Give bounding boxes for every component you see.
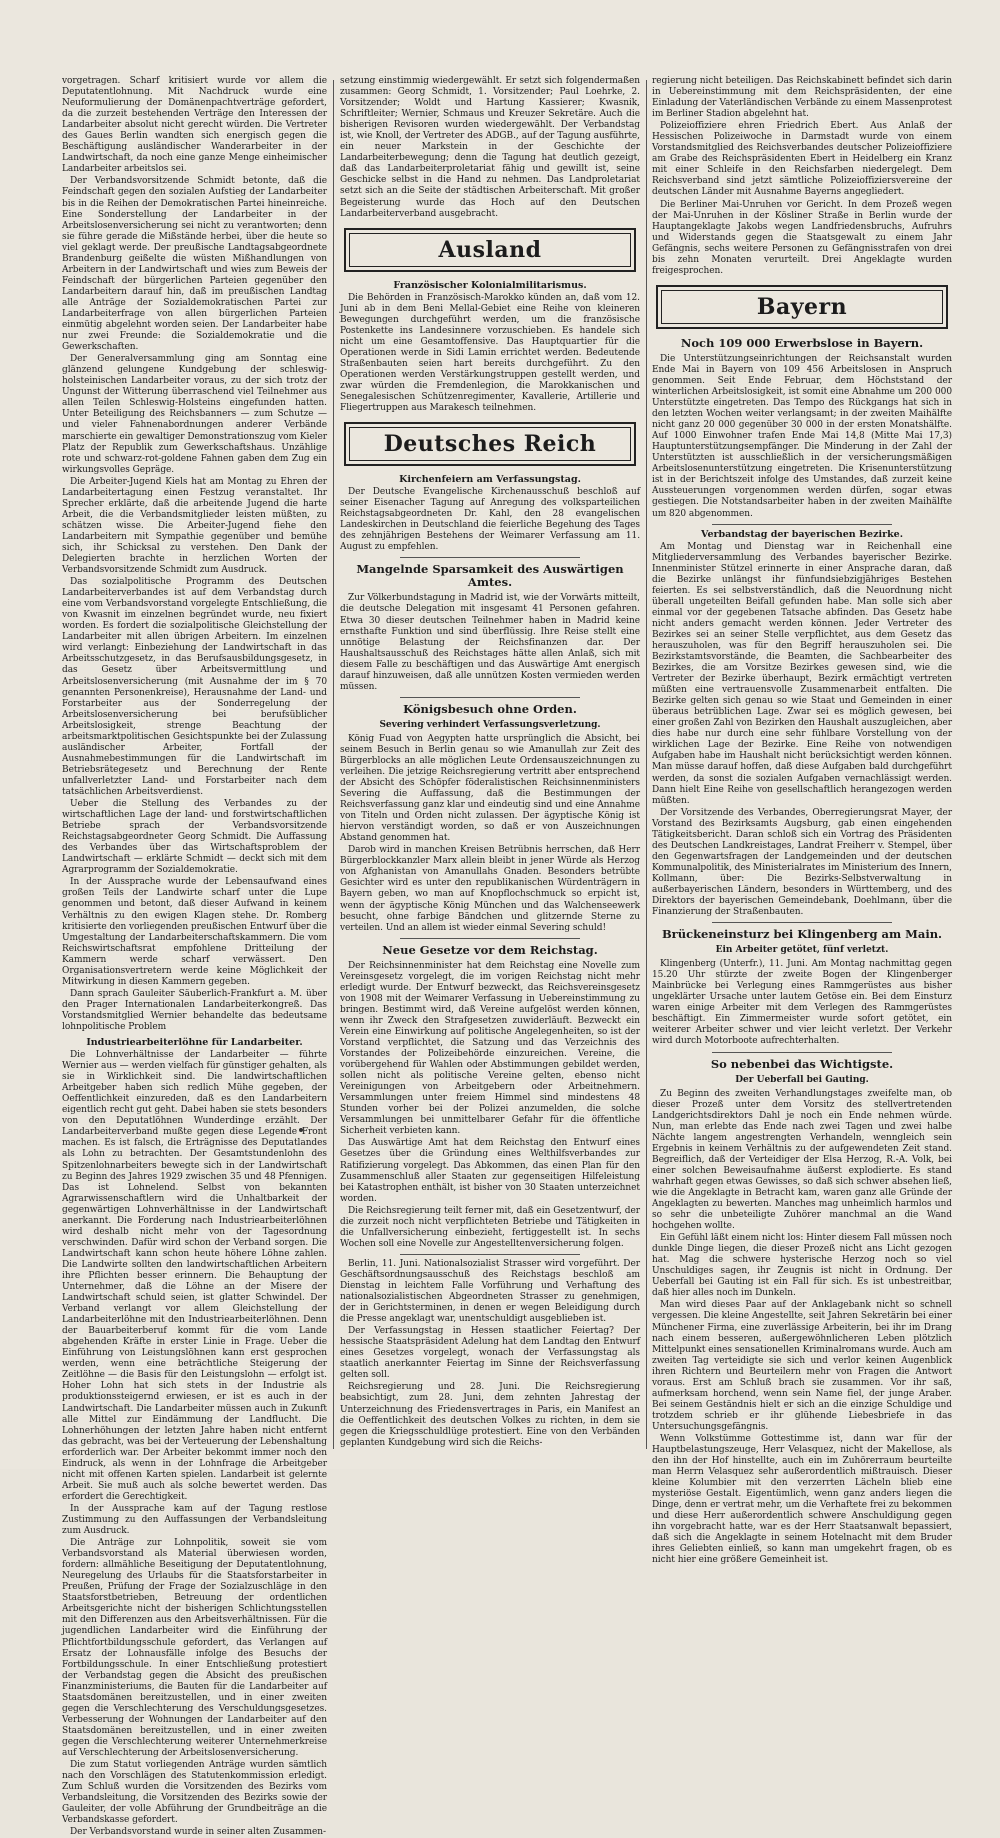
article-paragraph: Dann sprach Gauleiter Säuberlich-Frankfurt a. M. über den Prager Internationalen Landarbeiterkongreß. Das Vorstandsmitglied Wernier behandelte das bedeutsame lohnpolitische Problem — [62, 988, 327, 1032]
article-paragraph: Der Reichsinnenminister hat dem Reichstag eine Novelle zum Vereinsgesetz vorgelegt, die im vorigen Reichstag nicht mehr erledigt wurde. Der Entwurf bezweckt, das Reichsvereinsgesetz von 1908 mit der Weimarer Verfassung in Uebereinstimmung zu bringen. Bestimmt wird, daß Vereine aufgelöst werden können, wenn ihr Zweck den Strafgesetzen zuwiderläuft. Bezweckt ein Verein eine Einwirkung auf politische Angelegenheiten, so ist der Vorstand verpflichtet, die Satzung und das Verzeichnis des Vorstandes der Polizeibehörde einzureichen. Vereine, die vorübergehend für Wahlen oder Abstimmungen gebildet werden, sollen nicht als politische Vereine gelten, ebenso nicht Vereinigungen von Arbeitgebern oder Arbeitnehmern. Versammlungen unter freiem Himmel sind mindestens 48 Stunden vorher bei der Polizei anzumelden, die solche Versammlungen bei unmittelbarer Gefahr für die öffentliche Sicherheit verbieten kann. — [340, 960, 640, 1137]
article-paragraph: regierung nicht beteiligen. Das Reichskabinett befindet sich darin in Uebereinstimmung mit dem Reichspräsidenten, der eine Einladung der Vaterländischen Verbände zu einem Massenprotest im Berliner Stadion abgelehnt hat. — [652, 76, 952, 120]
divider — [400, 557, 580, 558]
article-paragraph: Die Reichsregierung teilt ferner mit, daß ein Gesetzentwurf, der die zurzeit noch nicht verpflichteten Betriebe und Tätigkeiten in die Unfallversicherung einbezieht, fertiggestellt ist. In sechs Wochen soll eine Novelle zur Angestelltenversicherung folgen. — [340, 1205, 640, 1249]
article-paragraph: Wenn Volkstümme Gottestimme ist, dann war für der Hauptbelastungszeuge, Herr Velasquez, nicht der Makellose, als den ihn der Hof hinstellte, auch ein im Zuhörerraum beurteilte man Herrn Velasquez sehr außerordentlich mißtrauisch. Dieser kleine Kolumbier mit den verzerrten Lächeln blieb eine mysteriöse Gestalt. Eigentümlich, wenn ganz anders liegen die Dinge, denn er vertrat mehr, um die Verhaftete frei zu bekommen und diese Herr außerordentlich schwere Anschuldigung gegen ihn vorgebracht hatte, war es der Herr Staatsanwalt bepassiert, daß sich die Angeklagte in seinem Hotelnacht mit dem Bruder ihres Geliebten einließ, so kann man umgekehrt fragen, ob es nicht hier eine größere Gemeinheit ist. — [652, 1433, 952, 1566]
article-paragraph: In der Aussprache wurde der Lebensaufwand eines großen Teils der Landwirte scharf unter die Lupe genommen und betont, daß dieser Aufwand in keinem Verhältnis zu den ewigen Klagen stehe. Dr. Romberg kritisierte den vorliegenden preußischen Entwurf über die Umgestaltung der Landarbeiterschaftskammern. Die vom Reichswirtschaftsrat empfohlene Dritteilung der Kammern werde scharf verwässert. Den Organisationsvertretern werde keine Möglichkeit der Mitwirkung in diesen Kammern gegeben. — [62, 877, 327, 987]
article-headline: Brückeneinsturz bei Klingenberg am Main. — [661, 927, 943, 942]
news-brief: Reichsregierung und 28. Juni. Die Reichsregierung beabsichtigt, zum 28. Juni, dem zehnten Jahrestag der Unterzeichnung des Friedensvertrages in Paris, ein Manifest an die Oeffentlichkeit des deutschen Volkes zu richten, in dem sie gegen die Kriegsschuldlüge protestiert. Eine von den Verbänden geplanten Kundgebung wird sich die Reichs- — [340, 1382, 640, 1448]
article-paragraph: Ein Gefühl läßt einem nicht los: Hinter diesem Fall müssen noch dunkle Dinge liegen, die dieser Prozeß nicht ans Licht gezogen hat. Mag die schwere hysterische Herzog noch so viel Unschuldiges sagen, ihr Zeugnis ist nicht in Ordnung. Der Ueberfall bei Gauting ist ein Fall für sich. Es ist unbestreitbar, daß hier alles noch im Dunkeln. — [652, 1233, 952, 1299]
article-subheadline: Severing verhindert Verfassungsverletzung. — [379, 719, 601, 730]
section-banner-title: Deutsches Reich — [349, 427, 631, 461]
news-brief: Die Berliner Mai-Unruhen vor Gericht. In dem Prozeß wegen der Mai-Unruhen in der Kösliner Straße in Berlin wurde der Hauptangeklagte Jakobs wegen Landfriedensbruchs, Aufruhrs und Widerstands gegen die Staatsgewalt zu einem Jahr Gefängnis, sechs weitere Personen zu Gefängnisstrafen von drei bis zehn Monaten verurteilt. Drei Angeklagte wurden freigesprochen. — [652, 199, 952, 276]
article-headline: Französischer Kolonialmilitarismus. — [393, 279, 587, 291]
article-headline: Noch 109 000 Erwerbslose in Bayern. — [680, 335, 924, 350]
article-paragraph: Der Verbandsvorstand wurde in seiner alten Zusammen- — [70, 1827, 327, 1838]
column-middle — [340, 76, 640, 1456]
article-headline: Königsbesuch ohne Orden. — [403, 701, 577, 716]
article-paragraph: Die Unterstützungseinrichtungen der Reichsanstalt wurden Ende Mai in Bayern von 109 456 Arbeitslosen in Anspruch genommen. Seit Ende Februar, dem Höchststand der winterlichen Arbeitslosigkeit, ist somit eine Abnahme um 200 000 Unterstützte eingetreten. Das Tempo des Rückgangs hat sich in den letzten Wochen weiter verlangsamt; in der zweiten Maihälfte nicht ganz 20 000 gegenüber 30 000 in der ersten Monatshälfte. Auf 1000 Einwohner trafen Ende Mai 14,8 (Mitte Mai 17,3) Hauptunterstützungsempfänger. Die Minderung in der Zahl der Unterstützten ist ausschließlich in der versicherungsmäßigen Arbeitslosenunterstützung eingetreten. Die Krisenunterstützung ist in der Berichtszeit infolge des Umstandes, daß zurzeit keine Aussteuerungen vorgenommen werden dürfen, sogar etwas gestiegen. Die Notstandsarbeiter haben in der zweiten Maihälfte um 820 abgenommen. — [652, 353, 952, 519]
section-banner-title: Bayern — [661, 290, 943, 324]
section-banner-bayern — [656, 285, 948, 329]
news-brief: Berlin, 11. Juni. Nationalsozialist Strasser wird vorgeführt. Der Geschäftsordnungsausschuß des Reichstags beschloß am Dienstag in leichtem Falle Vorführung und Verhaftung des nationalsozialistischen Abgeordneten Strasser zu genehmigen, der in Gerichtsterminen, in denen er wegen Beleidigung durch die Presse angeklagt war, unentschuldigt ausgeblieben ist. — [340, 1258, 640, 1325]
divider — [712, 922, 892, 923]
article-paragraph: Das sozialpolitische Programm des Deutschen Landarbeiterverbandes ist auf dem Verbandstag durch eine vom Verbandsvorstand vorgelegte Entschließung, die von Kwasnit im einzelnen begründet wurde, neu fixiert worden. Es fordert die sozialpolitische Gleichstellung der Landarbeiter mit allen übrigen Arbeitern. Im einzelnen wird verlangt: Einbeziehung der Landwirtschaft in das Arbeitsschutzgesetz, in das Berufsausbildungsgesetz, in das Gesetz über Arbeitsvermittlung und Arbeitslosenversicherung (mit Ausnahme der im § 70 genannten Personenkreise), Herausnahme der Land- und Forstarbeiter aus der Sonderregelung der Arbeitslosenversicherung bei berufsüblicher Arbeitslosigkeit, strenge Beachtung der arbeitsmarktpolitischen Gesichtspunkte bei der Zulassung ausländischer Arbeiter, Fortfall der Ausnahmebestimmungen für die Landwirtschaft im Betriebsrätegesetz und Berechnung der Rente unfallverletzter Land- und Forstarbeiter nach dem tatsächlichen Arbeitsverdienst. — [62, 577, 327, 797]
section-banner-ausland — [344, 228, 636, 272]
divider — [712, 1052, 892, 1053]
article-paragraph: Der Generalversammlung ging am Sonntag eine glänzend gelungene Kundgebung der schleswig-holsteinischen Landarbeiter voraus, zu der sich trotz der Ungunst der Witterung überraschend viel Teilnehmer aus allen Teilen Schleswig-Holsteins eingefunden hatten. Unter Beteiligung des Reichsbanners — zum Schutze — und vieler Fahnenabordnungen anderer Verbände marschierte ein gewaltiger Demonstrationszug vom Kieler Platz der Republik zum Gewerkschaftshaus. Unzählige rote und schwarz-rot-goldene Fahnen gaben dem Zug ein wirkungsvolles Gepräge. — [62, 354, 327, 475]
article-headline: So nebenbei das Wichtigste. — [710, 1056, 894, 1071]
article-paragraph: Der Deutsche Evangelische Kirchenausschuß beschloß auf seiner Eisenacher Tagung auf Anregung des volksparteilichen Reichstagsabgeordneten Dr. Kahl, den 28 evangelischen Landeskirchen in Deutschland die feierliche Begehung des Tages des zehnjährigen Bestehens der Weimarer Verfassung am 11. August zu empfehlen. — [340, 487, 640, 553]
article-headline: Neue Gesetze vor dem Reichstag. — [382, 942, 598, 957]
article-headline: Kirchenfeiern am Verfassungstag. — [399, 474, 581, 486]
article-subheadline: Ein Arbeiter getötet, fünf verletzt. — [715, 945, 889, 956]
article-paragraph: Am Montag und Dienstag war in Reichenhall eine Mitgliederversammlung des Verbandes bayerischer Bezirke. Innenminister Stützel erinnerte in einer Ansprache daran, daß die Bezirke unlängst ihr fünfundsiebzigjähriges Bestehen feierten. Es sei selbstverständlich, daß die Neuordnung nicht überall ungeteilten Beifall gefunden habe. Man solle sich aber einmal vor der gegebenen Tatsache abfinden. Das Gesetz habe nicht anders gemacht werden können. Jeder Vertreter des Bezirkes sei an seiner Stelle verpflichtet, aus dem Gesetz das herauszuholen, was für den Begriff herauszuholen sei. Die Bezirkstamtsvorstände, die Beamten, die Sachbearbeiter des Bezirkes, die am Vorsitze Bezirkes gewesen sind, wie die Vertreter der Bezirke überhaupt, Bezirk ermächtigt vertreten müßten eine vertrauensvolle Zusammenarbeit entfalten. Die Bezirke gelten sich genau so wie Staat und Gemeinden in einer überaus betrüblichen Lage. Zwar sei es möglich gewesen, bei einer großen Zahl von Bezirken den Haushalt auszugleichen, aber dies habe nur durch eine sehr fühlbare Vorstellung von der wirklichen Lage der Bezirke. Eine Reihe von notwendigen Aufgaben habe im Haushalt nicht berücksichtigt werden können. Man müsse darauf hoffen, daß diese Aufgaben bald durchgeführt werden, da sonst die sozialen Aufgaben vernachlässigt werden. Dann hielt Eine Reihe von gesellschaftlich herangezogen werden müßten. — [652, 541, 952, 806]
section-heading: Industriearbeiterlöhne für Landarbeiter. — [86, 1037, 303, 1049]
article-paragraph: Die zum Statut vorliegenden Anträge wurden sämtlich nach den Vorschlägen des Statutenkommission erledigt. Zum Schluß wurden die Vorsitzenden des Bezirks vom Verbandsleitung, die Vorsitzenden des Bezirks sowie der Gauleiter, der volle Abführung der Grundbeiträge an die Verbandskasse gefordert. — [62, 1760, 327, 1826]
article-paragraph: Zur Völkerbundstagung in Madrid ist, wie der Vorwärts mitteilt, die deutsche Delegation mit insgesamt 41 Personen gefahren. Etwa 30 dieser deutschen Teilnehmer haben in Madrid keine ernsthafte Funktion und sind überflüssig. Ihre Reise stellt eine unnötige Belastung der Reichsfinanzen dar. Der Haushaltsausschuß des Reichstages hätte allen Anlaß, sich mit diesem Falle zu beschäftigen und das Auswärtige Amt energisch darauf hinzuweisen, daß alle unnützen Kosten vermieden werden müssen. — [340, 593, 640, 692]
divider — [400, 697, 580, 698]
article-paragraph: Die Lohnverhältnisse der Landarbeiter — führte Wernier aus — werden vielfach für günstiger gehalten, als sie in Wirklichkeit sind. Die landwirtschaftlichen Arbeitgeber haben sich redlich Mühe gegeben, der Oeffentlichkeit einzureden, daß es den Landarbeitern eigentlich recht gut geht. Dabei haben sie stets besonders von den Deputatlöhnen Wunderdinge erzählt. Der Landarbeiterverband mußte gegen diese Legende Front machen. Es ist falsch, die Erträgnisse des Deputatlandes als Lohn zu betrachten. Der Gesamtstundenlohn des Spitzenlohnarbeiters bewegte sich in der Landwirtschaft zu Beginn des Jahres 1929 zwischen 35 und 48 Pfennigen. Das ist Lohnelend. Selbst von bekannten Agrarwissenschaftlern wird die Unhaltbarkeit der gegenwärtigen Lohnverhältnisse in der Landwirtschaft anerkannt. Die Forderung nach Industriearbeiterlöhnen wird deshalb nicht mehr von der Tagesordnung verschwinden. Dafür wird schon der Verband sorgen. Die Landwirtschaft kann schon heute höhere Löhne zahlen. Die Landwirte sollten den landwirtschaftlichen Arbeitern ihre Pflichten besser erinnern. Die Behauptung der Unternehmer, daß die Löhne an der Misere der Landwirtschaft schuld seien, ist glatter Schwindel. Der Verband verlangt vor allem Gleichstellung der Landarbeiterlöhne mit den Industriearbeiterlöhnen. Denn der Bauarbeiterberuf kommt für die vom Lande abgehenden Kräfte in erster Linie in Frage. Ueber die Einführung von Leistungslöhnen kann erst gesprochen werden, wenn eine beträchtliche Steigerung der Zeitlöhne — die Basis für den Leistungslohn — erfolgt ist. Hoher Lohn hat sich stets in der Industrie als produktionssteigernd erwiesen, er ist es auch in der Landwirtschaft. Die Landarbeiter müssen auch in Zukunft alle Mittel zur Eindämmung der Landflucht. Die Lohnerhöhungen der letzten Jahre haben nicht entfernt das gebracht, was bei der Verteuerung der Lebenshaltung erforderlich war. Der Arbeiter bekommt immer noch den Eindruck, als wenn in der Lohnfrage die Arbeitgeber nicht mit offenen Karten spielen. Landarbeit ist gelernte Arbeit. Sie muß auch als solche bewertet werden. Das erfordert die Gerechtigkeit. — [62, 1050, 327, 1502]
divider — [400, 1254, 580, 1255]
divider — [400, 938, 580, 939]
section-banner-title: Ausland — [349, 233, 631, 267]
article-paragraph: Man wird dieses Paar auf der Anklagebank nicht so schnell vergessen. Die kleine Angestellte, seit Jahren Sekretärin bei einer Münchener Firma, eine zuverlässige Arbeiterin, bei ihr im Drang nach einem besseren, außergewöhnlicheren Leben plötzlich Mittelpunkt eines sensationellen Kriminalromans wurde. Auch am zweiten Tag verteidigte sie sich und verlor keinen Augenblick ihren Richtern und Beurteilern mehr von Fragen die Antwort voraus. Erst am Schluß brach sie zusammen. Vor ihr saß, aufmerksam horchend, wenn sein Name fiel, der junge Araber. Bei seinem Geständnis hielt er sich an die einzige Schuldige und trotzdem schrieb er ihr glühende Liebesbriefe in das Untersuchungsgefängnis. — [652, 1300, 952, 1432]
column-right — [652, 76, 952, 1566]
article-paragraph: Darob wird in manchen Kreisen Betrübnis herrschen, daß Herr Bürgerblockkanzler Marx allein bleibt in jener Würde als Herzog von Afghanistan von Amanullahs Gnaden. Besonders betrübte Gesichter wird es unter den republikanischen Würdenträgern in Bayern geben, wo man auf Knopflochschmuck so erpicht ist, wenn der ägyptische König München und das Walchenseewerk besucht, ohne farbige Bändchen und glitzernde Sterne zu verteilen. Und an allem ist wieder einmal Severing schuld! — [340, 845, 640, 933]
section-banner-deutsches-reich — [344, 422, 636, 466]
article-subheadline: Der Ueberfall bei Gauting. — [735, 1074, 869, 1085]
column-left — [62, 76, 327, 1838]
article-paragraph: Die Behörden in Französisch-Marokko künden an, daß vom 12. Juni ab in dem Beni Mellal-Gebiet eine Reihe von kleineren Bewegungen durchgeführt werden, um die französische Postenkette ins Landesinnere vorzuschieben. Es handele sich nicht um eine Gesamtoffensive. Das Hauptquartier für die Operationen werde in Sidi Lamin errichtet werden. Bedeutende Straßenbauten seien hart bereits durchgeführt. Zu den Operationen werden Verstärkungstruppen gestellt werden, und zwar würden die Fremdenlegion, die Marokkanischen und Senegalesischen Schützenregimenter, Kavallerie, Artillerie und Fliegertruppen aus Marakesch teilnehmen. — [340, 292, 640, 414]
article-paragraph: Die Arbeiter-Jugend Kiels hat am Montag zu Ehren der Landarbeitertagung einen Festzug veranstaltet. Ihr Sprecher erklärte, daß die arbeitende Jugend die harte Arbeit, die die Verbandsmitglieder leisten müßten, zu schätzen wisse. Die Arbeiter-Jugend fiehe den Landarbeitern mit Sympathie gegenüber und bemühe sich, ihr Schicksal zu verstehen. Den Dank der Delegierten brachte in herzlichen Worten der Verbandsvorsitzende Schmidt zum Ausdruck. — [62, 476, 327, 576]
article-paragraph: Das Auswärtige Amt hat dem Reichstag den Entwurf eines Gesetzes über die Gründung eines Welthilfsverbandes zur Ratifizierung vorgelegt. Das Abkommen, das einen Plan für den Zusammenschluß aller Staaten zur gegenseitigen Hilfeleistung bei Katastrophen enthält, ist bisher von 30 Staaten unterzeichnet worden. — [340, 1138, 640, 1204]
column-rule — [333, 80, 334, 1449]
article-paragraph: Klingenberg (Unterfr.), 11. Juni. Am Montag nachmittag gegen 15.20 Uhr stürzte der zweite Bogen der Klingenberger Mainbrücke bei Verlegung eines Rammgerüstes aus bisher ungeklärter Ursache unter lautem Getöse ein. Bei dem Einsturz waren einige Arbeiter mit dem Verlegen des Rammgerüstes beschäftigt. Ein Zimmermeister wurde sofort getötet, ein weiterer Arbeiter schwer und vier leicht verletzt. Der Verkehr wird durch Motorboote aufrechterhalten. — [652, 959, 952, 1047]
article-paragraph: Der Verbandsvorsitzende Schmidt betonte, daß die Feindschaft gegen den sozialen Aufstieg der Landarbeiter bis in die Reihen der Demokratischen Partei hineinreiche. Eine Sonderstellung der Landarbeiter in der Arbeitslosenversicherung sei nicht zu verantworten; denn sie führe gerade die Mißstände herbei, über die heute so viel geklagt werde. Der preußische Landtagsabgeordnete Brandenburg geißelte die wüsten Mißhandlungen von Arbeitern in der Landwirtschaft und wies zum Beweis der Feindschaft der bürgerlichen Parteien gegenüber den Landarbeitern darauf hin, daß im preußischen Landtag alle Anträge der Sozialdemokratischen Partei zur Landarbeiterfrage von allen bürgerlichen Parteien einmütig abgelehnt worden seien. Der Landarbeiter habe nur zwei Freunde: die Sozialdemokratie und die Gewerkschaften. — [62, 176, 327, 353]
article-paragraph: Die Anträge zur Lohnpolitik, soweit sie vom Verbandsvorstand als Material überwiesen worden, fordern: allmähliche Beseitigung der Deputatentlohnung, Neuregelung des Urlaubs für die Staatsforstarbeiter in Preußen, Prüfung der Frage der Sozialzuschläge in den Staatsforstbetrieben, Betreuung der ordentlichen Arbeitsgerichte nicht der bisherigen Schlichtungsstellen mit den Differenzen aus den Arbeitsverhältnissen. Für die jugendlichen Landarbeiter wird die Einführung der Pflichtfortbildungsschule gefordert, das Verlangen auf Ersatz der Lohnausfälle infolge des Besuchs der Fortbildungsschule. In einer Entschließung protestiert der Verbandstag gegen die Absicht des preußischen Finanzministeriums, die Bauten für die Landarbeiter auf Staatsdomänen bereitzustellen, und in einer zweiten gegen die Verschlechterung des Verschuldungsgesetzes. Verbesserung der Wohnungen der Landarbeiter auf den Staatsdomänen bereitzustellen, und in einer zweiten gegen die Verschlechterung weiterer Unternehmerkreise auf Verschlechterung der Arbeitslosenversicherung. — [62, 1538, 327, 1758]
article-headline: Mangelnde Sparsamkeit des Auswärtigen Amtes. — [356, 562, 624, 590]
article-paragraph: König Fuad von Aegypten hatte ursprünglich die Absicht, bei seinem Besuch in Berlin genau so wie Amanullah zur Zeit des Bürgerblocks an alle möglichen Leute Ordensauszeichnungen zu verleihen. Die jetzige Reichsregierung vertritt aber entsprechend der Absicht des Schöpfer föderalistischen Reichsinnenministers Severing die Auffassung, daß die Bestimmungen der Reichsverfassung ganz klar und eindeutig sind und eine Annahme von Titeln und Orden nicht zulassen. Der ägyptische König ist hiervon verständigt worden, so daß er von Auszeichnungen Abstand genommen hat. — [340, 733, 640, 844]
news-brief: Polizeioffiziere ehren Friedrich Ebert. Aus Anlaß der Hessischen Polizeiwoche in Darmstadt wurde von einem Vorstandsmitglied des Reichsverbandes deutscher Polizeioffiziere am Grabe des Reichspräsidenten Ebert in Heidelberg ein Kranz mit einer Schleife in den Reichsfarben niedergelegt. Dem Reichsverband sind jetzt sämtliche Polizeioffiziersvereine der deutschen Länder mit Ausnahme Bayerns angegliedert. — [652, 121, 952, 198]
article-paragraph: vorgetragen. Scharf kritisiert wurde vor allem die Deputatentlohnung. Mit Nachdruck wurde eine Neuformulierung der Domänenpachtverträge gefordert, da die zurzeit bestehenden Verträge den Interessen der Landarbeiter absolut nicht gerecht würden. Die Vertreter des Gaues Berlin wandten sich energisch gegen die Beschäftigung ausländischer Wanderarbeiter in der Landwirtschaft, da noch eine ganze Menge einheimischer Landarbeiter arbeitslos sei. — [62, 76, 327, 175]
article-headline: Verbandstag der bayerischen Bezirke. — [700, 528, 904, 540]
article-paragraph: Zu Beginn des zweiten Verhandlungstages zweifelte man, ob dieser Prozeß unter dem Vorsitz des stellvertretenden Landgerichtsdirektors Dahl je noch ein Ende nehmen würde. Nun, man erlebte das Ende nach zwei Tagen und zwei halbe Nächte langem angestrengten Verhandeln, wenngleich sein Ergebnis in keinem Verhältnis zu der aufgewendeten Zeit stand. Begreiflich, daß der Verteidiger der Elsa Herzog, R.-A. Volk, bei einer solchen Beweisaufnahme äußerst explodierte. Es stand wahrhaft gegen etwas Gewisses, so daß sich schwer absehen ließ, wie die Angeklagte in Betracht kam, waren ganz alle Gründe der Angeklagten zu bewerten. Manches mag unheimlich harmlos und so sehr die unbeteiligte Zuhörer manchmal an die Wand hochgehen wollte. — [652, 1088, 952, 1232]
divider — [712, 524, 892, 525]
news-brief: Der Verfassungstag in Hessen staatlicher Feiertag? Der hessische Staatspräsident Adelung hat dem Landtag den Entwurf eines Gesetzes vorgelegt, wonach der Verfassungstag als staatlich anerkannter Feiertag im Sinne der Reichsverfassung gelten soll. — [340, 1326, 640, 1381]
article-paragraph: In der Aussprache kam auf der Tagung restlose Zustimmung zu den Auffassungen der Verbandsleitung zum Ausdruck. — [62, 1503, 327, 1537]
article-paragraph: Ueber die Stellung des Verbandes zu der wirtschaftlichen Lage der land- und forstwirtschaftlichen Betriebe sprach der Verbandsvorsitzende Reichstagsabgeordneter Georg Schmidt. Die Auffassung des Verbandes über das Wirtschaftsproblem der Landwirtschaft — erklärte Schmidt — deckt sich mit dem Agrarprogramm der Sozialdemokratie. — [62, 799, 327, 876]
article-paragraph: Der Vorsitzende des Verbandes, Oberregierungsrat Mayer, der Vorstand des Bezirksamts Augsburg, gab einen eingehenden Tätigkeitsbericht. Daran schloß sich ein Vortrag des Präsidenten des Deutschen Landkreistages, Landrat Freiherr v. Stempel, über den Gegenwartsfragen der Landgemeinden und der deutschen Kommunalpolitik, des Ministerialrates im Ministerium des Innern, Kollmann, über: Die Bezirks-Selbstverwaltung in außerbayerischen Ländern, besonders in Württemberg, und des Direktors der bayerischen Gemeindebank, Doehlmann, über die Finanzierung der Straßenbauten. — [652, 807, 952, 918]
column-rule — [646, 80, 647, 1449]
article-paragraph: setzung einstimmig wiedergewählt. Er setzt sich folgendermaßen zusammen: Georg Schmidt, 1. Vorsitzender; Paul Loehrke, 2. Vorsitzender; Woldt und Hartung Kassierer; Kwasnik, Schriftleiter; Wernier, Schmaus und Kreuzer Sekretäre. Auch die bisherigen Revisoren wurden wiedergewählt. Der Verbandstag ist, wie Knoll, der Vertreter des ADGB., auf der Tagung ausführte, ein neuer Markstein in der Geschichte der Landarbeiterbewegung; denn die Tagung hat deutlich gezeigt, daß das Landarbeiterproletariat fähig und gewillt ist, seine Geschicke selbst in die Hand zu nehmen. Das Landproletariat setzt sich an die Seite der städtischen Arbeiterschaft. Mit großer Begeisterung wurde das Hoch auf den Deutschen Landarbeiterverband ausgebracht. — [340, 76, 640, 219]
